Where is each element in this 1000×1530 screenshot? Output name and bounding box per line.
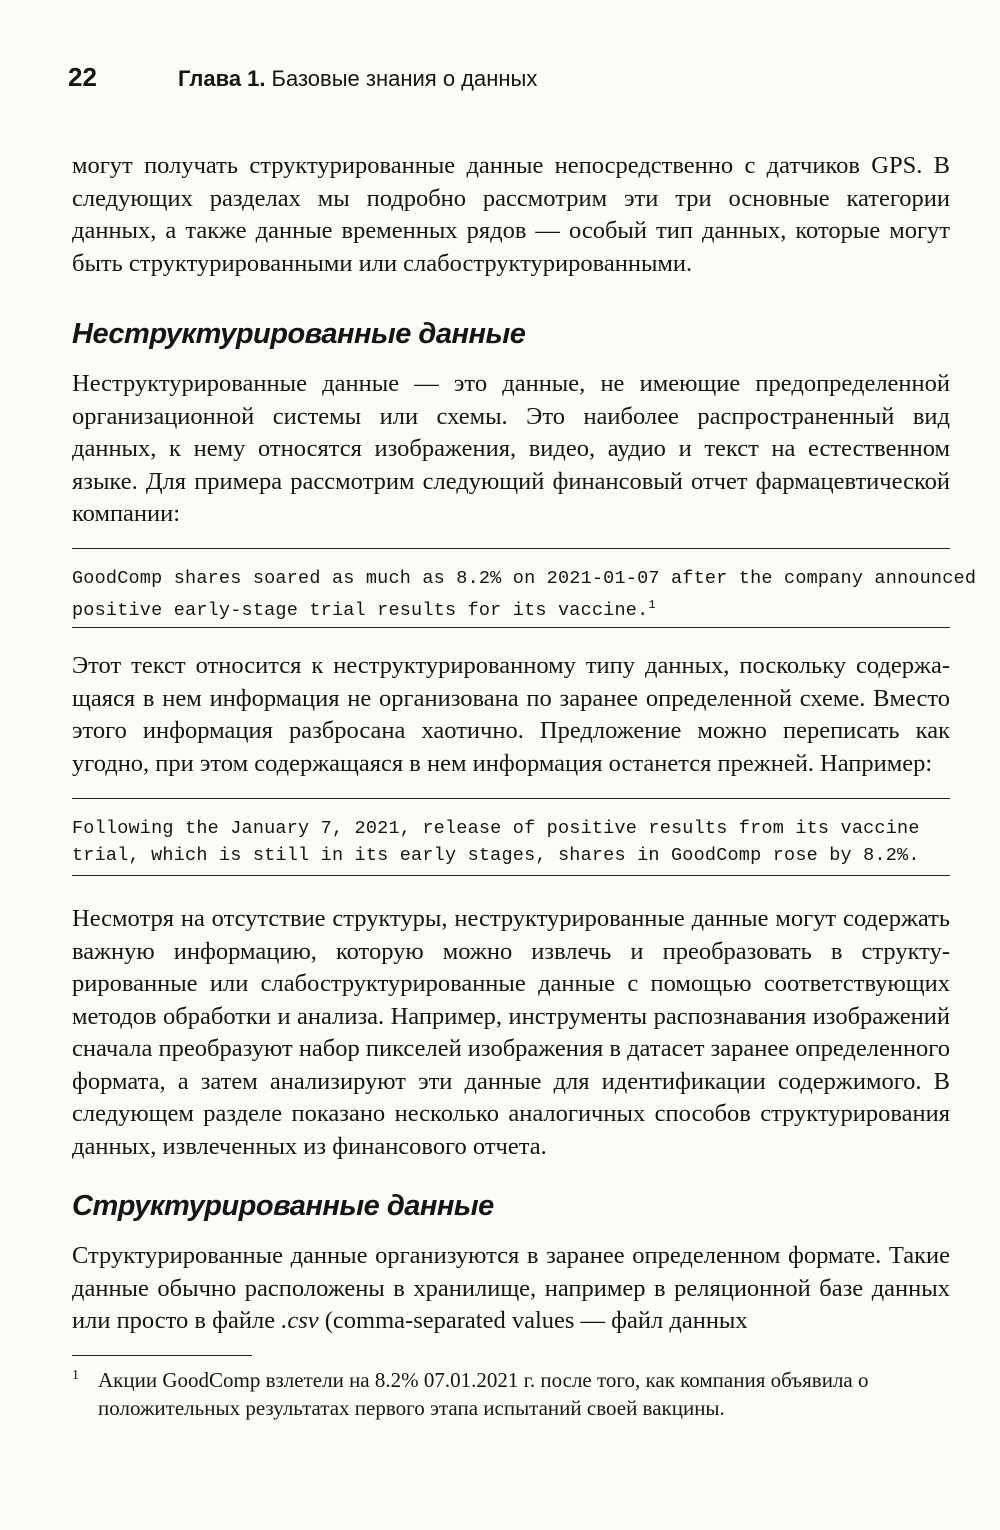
code-line: trial, which is still in its early stages, shares in GoodComp rose by 8.2%. bbox=[72, 845, 920, 866]
heading-unstructured: Неструктурированные данные bbox=[72, 318, 526, 350]
code-line-with-ref: positive early-stage trial results for its vaccine.$^1$ bbox=[72, 598, 656, 622]
running-header bbox=[68, 62, 537, 93]
chapter-title: Базовые знания о данных bbox=[271, 66, 538, 91]
paragraph-structured-1: Структурированные данные организуются в заранее определенном формате. Такие данные обычно расположены в хранилище, например в реляционной базе данных или просто в файле .csv (comma-separated values — файл данных bbox=[72, 1242, 950, 1334]
footnote-text: Акции GoodComp взлетели на 8.2% 07.01.2021 г. после того, как компания объявила о положительных результатах первого этапа испытаний своей вакцины. bbox=[98, 1368, 869, 1420]
paragraph-unstructured-1: Неструктурированные данные — это данные, не имеющие предопределенной организационной системы или схемы. Это наиболее распространенный вид данных, к нему относятся изображения, видео, аудио и текст на естественном языке. Для примера рассмотрим следующий финансовый отчет фармацевтической компании: bbox=[72, 370, 950, 527]
csv-extension: .csv bbox=[281, 1307, 319, 1334]
code-line: GoodComp shares soared as much as 8.2% on 2021-01-07 after the company announced bbox=[72, 568, 977, 589]
footnote bbox=[72, 1366, 950, 1422]
footnote-ref[interactable]: 1 bbox=[648, 598, 656, 612]
code-example-2 bbox=[72, 798, 950, 876]
heading-structured: Структурированные данные bbox=[72, 1190, 494, 1222]
code-example-1 bbox=[72, 548, 977, 628]
paragraph-unstructured-3: Несмотря на отсутствие структуры, неструктурированные данные могут содержать важную информацию, которую можно извлечь и преобразовать в структурированные или слабоструктурированные данные с помощью соответствующих методов обработки и анализа. Например, инструменты распознавания изображений сначала преобразуют набор пикселей изображения в датасет заранее определенного формата, а затем анализируют эти данные для идентификации содержимого. В следующем разделе показано несколько аналогичных способов структурирования данных, извлеченных из финансового отчета. bbox=[72, 905, 950, 1160]
code-line: Following the January 7, 2021, release of positive results from its vaccine bbox=[72, 818, 920, 839]
footnote-divider bbox=[72, 1355, 252, 1356]
paragraph-intro: могут получать структурированные данные непосредственно с датчиков GPS. В следующих разделах мы подробно рассмотрим эти три основные категории данных, а также данные временных рядов — особый тип данных, которые могут быть структурированными или слабоструктурированными. bbox=[72, 152, 950, 277]
paragraph-unstructured-2: Этот текст относится к неструктурированному типу данных, поскольку содержащаяся в нем информация не организована по заранее определенной схеме. Вместо этого информация разбросана хаотично. Предложение можно переписать как угодно, при этом содержащаяся в нем информация останется прежней. Например: bbox=[72, 652, 950, 777]
chapter-label: Глава 1. bbox=[178, 66, 266, 91]
footnote-mark: 1 bbox=[72, 1368, 79, 1383]
page-number: 22 bbox=[68, 62, 97, 92]
